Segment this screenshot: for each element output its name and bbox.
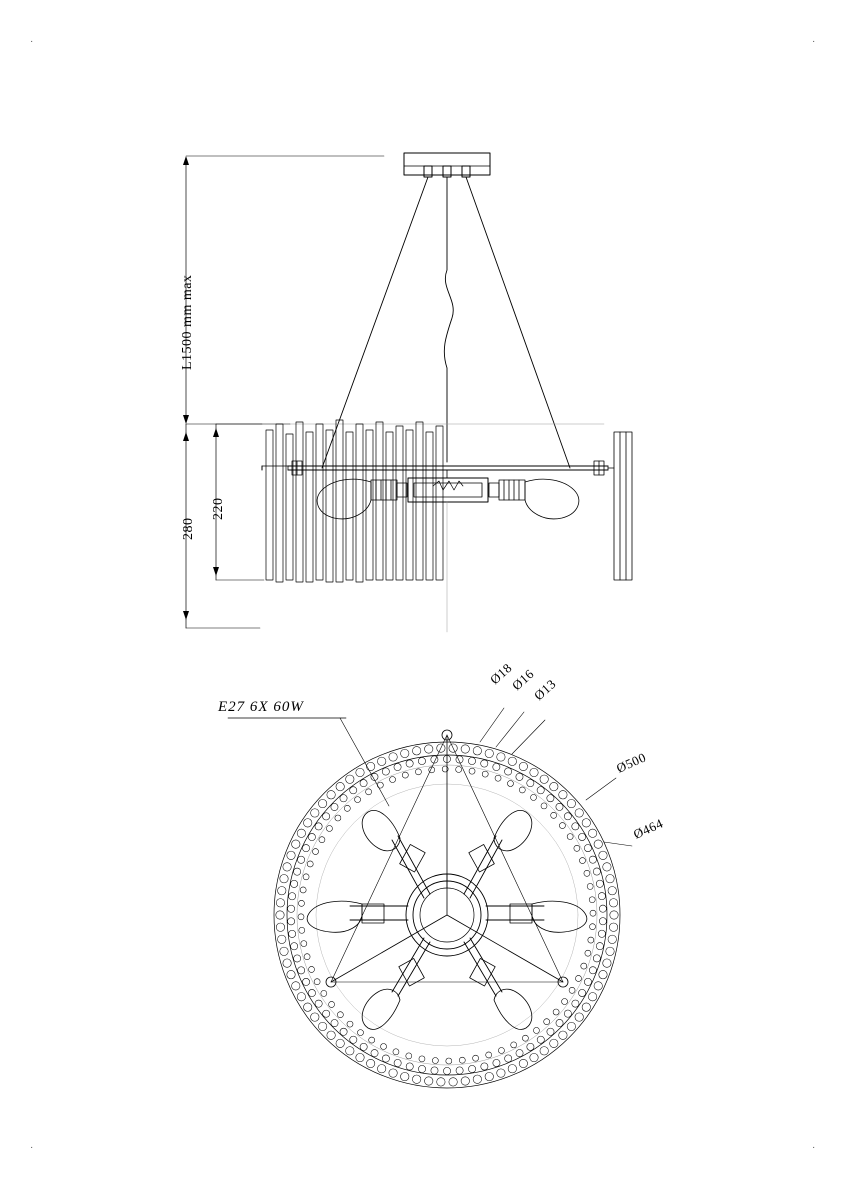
dimension-label-inner-diameter: Ø464 [631,815,666,842]
dimension-label-body-height: 220 [211,497,226,520]
callout-lamp-spec: E27 6X 60W [218,699,304,715]
dimension-label-fixture-height: 280 [181,517,196,540]
corner-mark-top-left: · [30,36,34,47]
corner-mark-bottom-left: · [30,1142,34,1153]
dimension-label-overall-drop: L1500 mm max [180,274,195,370]
dimension-label-bead-18: Ø18 [487,660,515,688]
elevation-view-geometry [183,153,632,632]
dimension-label-bead-13: Ø13 [531,676,559,704]
plan-view-geometry [228,708,632,1088]
dimension-label-bead-16: Ø16 [509,666,537,694]
corner-mark-bottom-right: · [812,1142,816,1153]
corner-mark-top-right: · [812,36,816,47]
dimension-label-outer-diameter: Ø500 [614,749,649,776]
